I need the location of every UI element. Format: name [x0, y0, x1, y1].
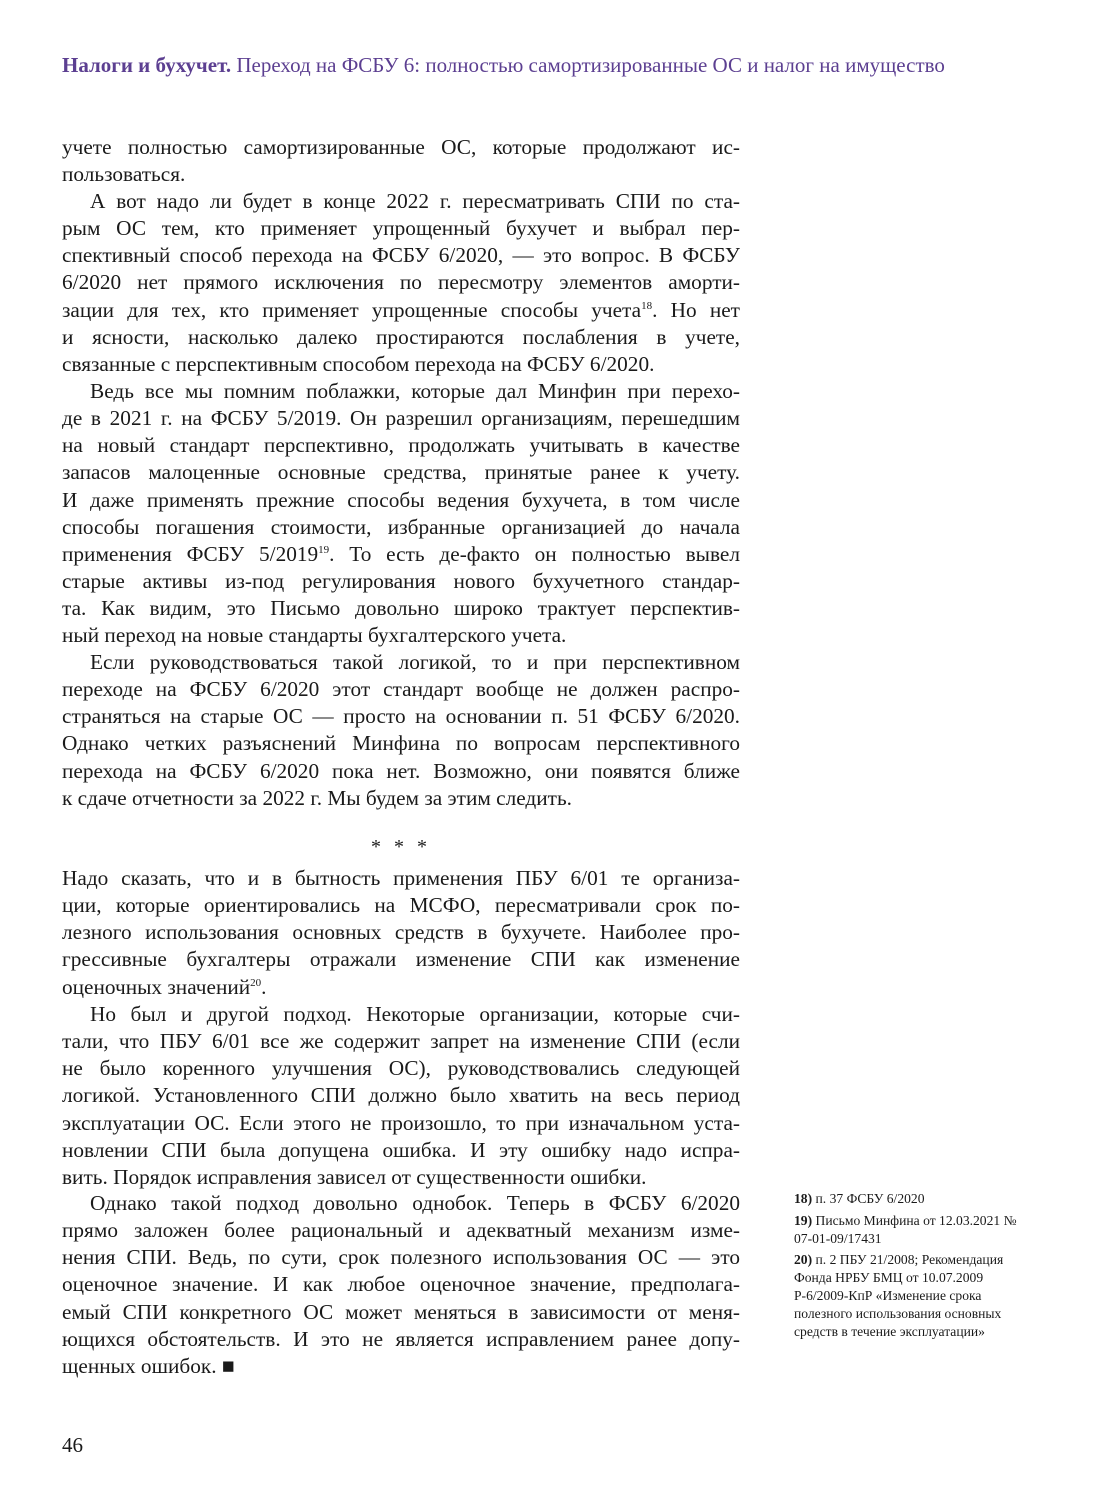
text-line: применения ФСБУ 5/2019$^{19}$. То есть де-факто он полностью вывел: [62, 541, 740, 566]
text-line: пользоваться.: [62, 162, 186, 187]
text-line: зации для тех, кто применяет упрощенные способы учета$^{18}$. Но нет: [62, 297, 740, 322]
running-header: [62, 53, 945, 78]
text-line: та. Как видим, это Письмо довольно широко трактует перспектив-: [62, 596, 740, 621]
footnote-ref[interactable]: 20: [250, 976, 262, 989]
text-line: и ясности, насколько далеко простираются послабления в учете,: [62, 324, 740, 349]
text-line: старые активы из-под регулирования нового бухучетного стандар-: [62, 568, 740, 593]
text-line: эксплуатации ОС. Если этого не произошло, то при изначальном уста-: [62, 1110, 740, 1135]
text-line: Ведь все мы помним поблажки, которые дал Минфин при перехо-: [90, 379, 740, 403]
text-line: Однако такой подход довольно однобок. Теперь в ФСБУ 6/2020: [90, 1191, 740, 1215]
footnote-number: 19): [794, 1212, 813, 1228]
text-line: ющихся обстоятельств. И это не является исправлением ранее допу-: [62, 1326, 740, 1351]
text-line: учете полностью самортизированные ОС, которые продолжают ис-: [62, 135, 740, 159]
paragraph: [62, 1190, 740, 1380]
text-line: Но был и другой подход. Некоторые организации, которые счи-: [90, 1002, 740, 1026]
text-line: вить. Порядок исправления зависел от существенности ошибки.: [62, 1164, 647, 1189]
paragraph: [62, 649, 740, 812]
page-number: 46: [62, 1433, 83, 1457]
text-line: щенных ошибок. ■: [62, 1353, 235, 1378]
text-line: 6/2020 нет прямого исключения по пересмотру элементов аморти-: [62, 270, 740, 295]
text-line: рым ОС тем, кто применяет упрощенный бухучет и выбрал пер-: [62, 216, 740, 241]
text-line: грессивные бухгалтеры отражали изменение СПИ как изменение: [62, 947, 740, 972]
text-line: страняться на старые ОС — просто на основании п. 51 ФСБУ 6/2020.: [62, 704, 740, 729]
footnote: 20) п. 2 ПБУ 21/2008; Рекомендация Фонда НРБУ БМЦ от 10.07.2009 Р-6/2009-КпР «Изменение срока полезного использования основных средств в течение эксплуатации»: [794, 1252, 1004, 1339]
text-line: И даже применять прежние способы ведения бухучета, в том числе: [62, 487, 740, 512]
footnote-ref[interactable]: 19: [318, 543, 330, 556]
text-line: к сдаче отчетности за 2022 г. Мы будем за этим следить.: [62, 785, 572, 810]
header-title: Переход на ФСБУ 6: полностью самортизированные ОС и налог на имущество: [236, 53, 945, 77]
text-line: прямо заложен более рациональный и адекватный механизм изме-: [62, 1218, 740, 1243]
text-line: запасов малоценные основные средства, принятые ранее к учету.: [62, 460, 740, 485]
text-line: де в 2021 г. на ФСБУ 5/2019. Он разрешил организациям, перешедшим: [62, 406, 740, 431]
text-line: переходе на ФСБУ 6/2020 этот стандарт вообще не должен распро-: [62, 677, 740, 702]
text-line: перехода на ФСБУ 6/2020 пока нет. Возможно, они появятся ближе: [62, 758, 740, 783]
paragraph: [62, 378, 740, 649]
text-line: логикой. Установленного СПИ должно было хватить на весь период: [62, 1083, 740, 1108]
text-line: на новый стандарт перспективно, продолжать учитывать в качестве: [62, 433, 740, 458]
text-line: новлении СПИ была допущена ошибка. И эту ошибку надо испра-: [62, 1137, 740, 1162]
footnote-number: 20): [794, 1252, 813, 1268]
text-line: лезного использования основных средств в бухучете. Наиболее про-: [62, 920, 740, 945]
text-line: ный переход на новые стандарты бухгалтерского учета.: [62, 623, 567, 648]
header-section: Налоги и бухучет.: [62, 53, 232, 77]
text-line: Если руководствоваться такой логикой, то и при перспективном: [90, 650, 740, 674]
paragraph: [62, 1001, 740, 1191]
text-line: не было коренного улучшения ОС), руководствовались следующей: [62, 1056, 740, 1081]
text-line: способы погашения стоимости, избранные организацией до начала: [62, 514, 740, 539]
text-line: оценочное значение. И как любое оценочное значение, предполага-: [62, 1272, 740, 1297]
paragraph: [62, 134, 740, 188]
text-line: ции, которые ориентировались на МСФО, пересматривали срок по-: [62, 893, 740, 918]
text-line: оценочных значений$^{20}$.: [62, 974, 267, 999]
text-line: связанные с перспективным способом перехода на ФСБУ 6/2020.: [62, 351, 655, 376]
text-line: емый СПИ конкретного ОС может меняться в зависимости от меня-: [62, 1299, 740, 1324]
text-line: Надо сказать, что и в бытность применения ПБУ 6/01 те организа-: [62, 866, 740, 890]
text-line: А вот надо ли будет в конце 2022 г. пересматривать СПИ по ста-: [90, 189, 740, 213]
text-line: спективный способ перехода на ФСБУ 6/2020, — это вопрос. В ФСБУ: [62, 243, 740, 268]
footnote: 19) Письмо Минфина от 12.03.2021 № 07-01-09/17431: [794, 1212, 1017, 1246]
footnote-ref[interactable]: 18: [641, 299, 653, 312]
text-line: тали, что ПБУ 6/01 все же содержит запрет на изменение СПИ (если: [62, 1029, 740, 1054]
footnote-number: 18): [794, 1191, 813, 1206]
footnotes: [794, 1190, 1024, 1344]
section-separator: * * *: [371, 836, 431, 858]
text-line: нения СПИ. Ведь, по сути, срок полезного использования ОС — это: [62, 1245, 740, 1270]
paragraph: [62, 865, 740, 1001]
footnote: 18) п. 37 ФСБУ 6/2020: [794, 1191, 925, 1206]
text-line: Однако четких разъяснений Минфина по вопросам перспективного: [62, 731, 740, 756]
paragraph: [62, 188, 740, 378]
